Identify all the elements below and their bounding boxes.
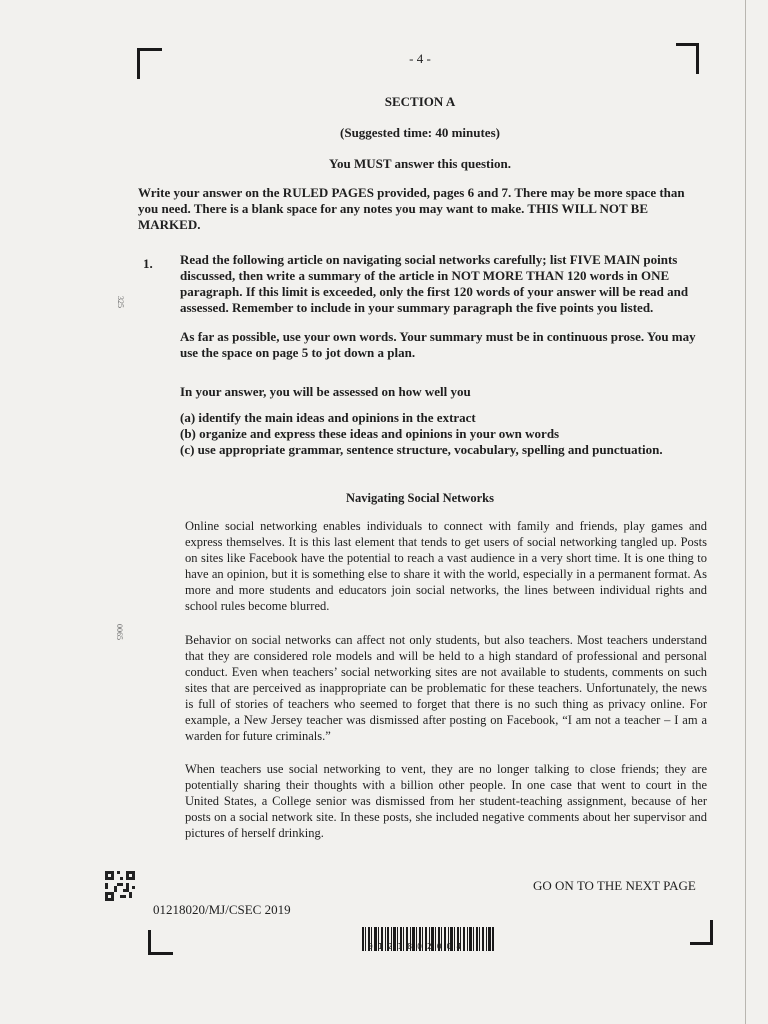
article-paragraph: Behavior on social networks can affect not only students, but also teachers. Most teachers understand that they are considered role models and will be held to a high standard of professional and personal conduct. Even when teachers’ social networking sites are not available to students, comments on such sites that are perceived as inappropriate can be problematic for these teachers. Unfortunately, the news is full of stories of teachers who seemed to forget that there is no such thing as privacy online. For example, a New Jersey teacher was dismissed after posting on Facebook, “I am not a teacher – I am a warden for future criminals.” — [185, 633, 707, 743]
page-edge — [745, 0, 746, 1024]
exam-code: 01218020/MJ/CSEC 2019 — [153, 902, 291, 917]
suggested-time: (Suggested time: 40 minutes) — [340, 125, 500, 140]
assessment-criteria — [180, 410, 705, 458]
article-title: Navigating Social Networks — [346, 491, 494, 505]
question-guidance: As far as possible, use your own words. Your summary must be in continuous prose. You may use the space on page 5 to jot down a plan. — [180, 329, 696, 360]
section-title: SECTION A — [384, 94, 456, 109]
assessment-intro: In your answer, you will be assessed on how well you — [180, 384, 471, 399]
registration-mark-bottom-left — [148, 930, 173, 955]
criterion-item: (b) organize and express these ideas and opinions in your own words — [180, 426, 560, 441]
qr-code-icon — [105, 871, 135, 901]
must-answer-note: You MUST answer this question. — [329, 156, 511, 171]
page-number: - 4 - — [409, 51, 431, 66]
question-text: Read the following article on navigating social networks carefully; list FIVE MAIN points discussed, then write a summary of the article in NOT MORE THAN 120 words in ONE paragraph. If this limit is exceeded, only the first 120 words of your answer will be read and assessed. Remember to include in your summary paragraph the five points you listed. — [180, 252, 689, 315]
margin-number: 325 — [116, 296, 125, 308]
go-on-note: GO ON TO THE NEXT PAGE — [533, 878, 696, 893]
registration-mark-bottom-right — [690, 920, 713, 945]
barcode-number: 0121802004 — [368, 942, 467, 951]
answer-instructions: Write your answer on the RULED PAGES provided, pages 6 and 7. There may be more space than you need. There is a blank space for any notes you may want to make. THIS WILL NOT BE MARKED. — [138, 185, 685, 232]
article-paragraph: Online social networking enables individuals to connect with family and friends, play games and express themselves. It is this last element that tends to get users of social networking tangled up. Posts on sites like Facebook have the potential to reach a vast audience in a very short time. It is one thing to have an opinion, but it is something else to share it with the world, especially in a permanent format. As more and more students and educators join social networks, the lines between individual rights and school rules become blurred. — [185, 519, 707, 613]
article-paragraph: When teachers use social networking to vent, they are no longer talking to close friends; they are potentially sharing their thoughts with a billion other people. In one case that went to court in the United States, a College senior was dismissed from her student-teaching assignment, because of her posts on a social network site. In these posts, she included negative comments about her supervisor and pictures of herself drinking. — [185, 762, 707, 840]
margin-number: 0065 — [115, 624, 124, 640]
criterion-item: (c) use appropriate grammar, sentence structure, vocabulary, spelling and punctuation. — [180, 442, 663, 457]
question-number: 1. — [143, 256, 153, 271]
criterion-item: (a) identify the main ideas and opinions in the extract — [180, 410, 476, 425]
